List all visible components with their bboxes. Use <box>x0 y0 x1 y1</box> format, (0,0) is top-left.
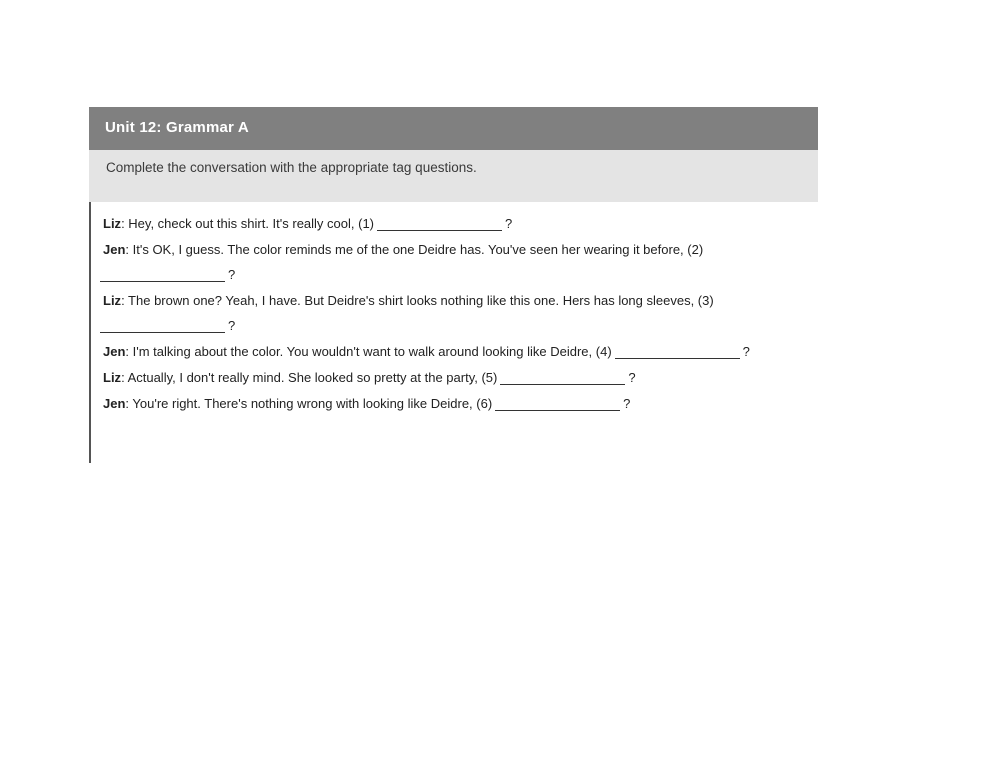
answer-blank-1[interactable] <box>377 216 502 231</box>
speaker-label: Liz <box>103 370 122 385</box>
worksheet <box>89 107 818 463</box>
dialogue-text: : Actually, I don't really mind. She looked so pretty at the party, (5) <box>121 370 498 385</box>
dialogue-line-2 <box>103 242 703 257</box>
dialogue-line-2-cont <box>100 267 235 282</box>
dialogue-line-4 <box>103 344 750 359</box>
dialogue-text: : It's OK, I guess. The color reminds me of the one Deidre has. You've seen her wearing it before, (2) <box>125 242 704 257</box>
answer-blank-5[interactable] <box>500 370 625 385</box>
speaker-label: Liz <box>103 216 122 231</box>
speaker-label: Liz <box>103 293 122 308</box>
answer-blank-4[interactable] <box>615 344 740 359</box>
dialogue-text: : The brown one? Yeah, I have. But Deidre's shirt looks nothing like this one. Hers has long sleeves, (3) <box>121 293 714 308</box>
dialogue-line-6 <box>103 396 630 411</box>
speaker-label: Jen <box>103 242 126 257</box>
question-mark: ? <box>623 396 631 411</box>
question-mark: ? <box>505 216 513 231</box>
question-mark: ? <box>228 267 236 282</box>
dialogue-text: : I'm talking about the color. You wouldn't want to walk around looking like Deidre, (4) <box>125 344 612 359</box>
instructions-bar <box>89 150 818 202</box>
question-mark: ? <box>742 344 750 359</box>
question-mark: ? <box>228 318 236 333</box>
dialogue-text: : Hey, check out this shirt. It's really cool, (1) <box>121 216 374 231</box>
dialogue-line-3-cont <box>100 318 235 333</box>
page-title: Unit 12: Grammar A <box>105 119 249 136</box>
question-mark: ? <box>628 370 636 385</box>
answer-blank-6[interactable] <box>495 396 620 411</box>
dialogue-text: : You're right. There's nothing wrong with looking like Deidre, (6) <box>125 396 493 411</box>
dialogue-line-1 <box>103 216 512 231</box>
answer-blank-3[interactable] <box>100 318 225 333</box>
dialogue-line-3 <box>103 293 714 308</box>
speaker-label: Jen <box>103 344 126 359</box>
dialogue-line-5 <box>103 370 636 385</box>
speaker-label: Jen <box>103 396 126 411</box>
instructions-text: Complete the conversation with the appropriate tag questions. <box>106 160 477 175</box>
title-bar <box>89 107 818 150</box>
answer-blank-2[interactable] <box>100 267 225 282</box>
